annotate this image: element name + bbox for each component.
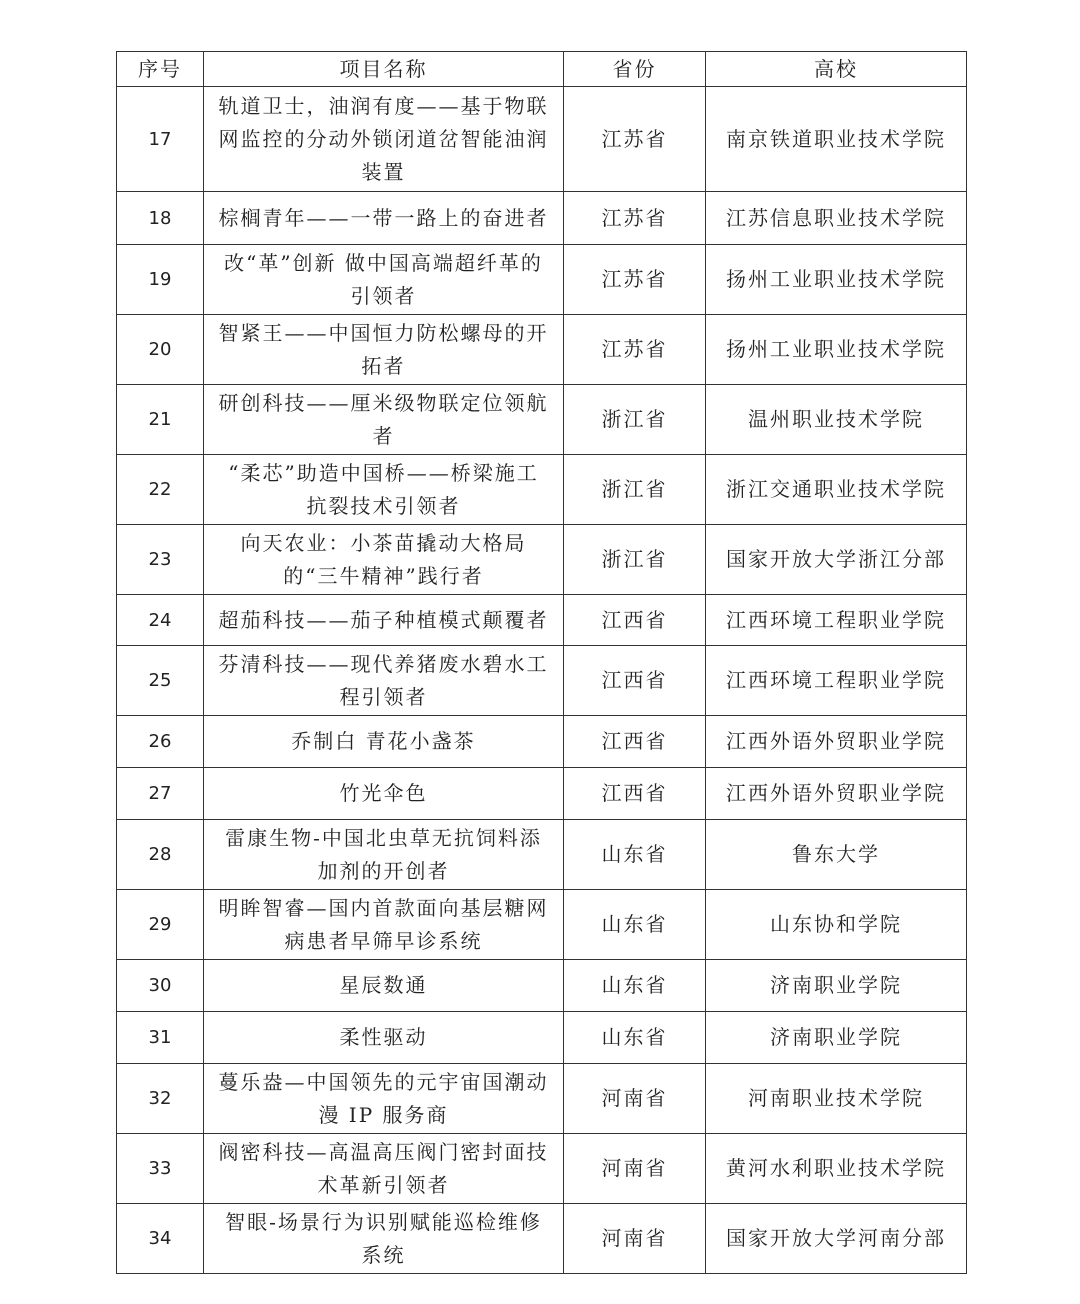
document-page [116, 51, 966, 1274]
row-province: 浙江省 [564, 455, 706, 525]
table-row [117, 455, 967, 525]
row-project-name: 雷康生物-中国北虫草无抗饲料添加剂的开创者 [204, 820, 564, 890]
table-row [117, 87, 967, 192]
row-no: 25 [117, 646, 204, 716]
row-project-name: “柔芯”助造中国桥——桥梁施工抗裂技术引领者 [204, 455, 564, 525]
table-row [117, 890, 967, 960]
row-province: 浙江省 [564, 525, 706, 595]
row-province: 江西省 [564, 768, 706, 820]
table-row [117, 1012, 967, 1064]
table-row [117, 1064, 967, 1134]
row-school: 江西外语外贸职业学院 [706, 768, 967, 820]
header-school: 高校 [706, 52, 967, 87]
header-province: 省份 [564, 52, 706, 87]
row-no: 17 [117, 87, 204, 192]
table-row [117, 716, 967, 768]
row-no: 33 [117, 1134, 204, 1204]
row-project-name: 明眸智睿—国内首款面向基层糖网病患者早筛早诊系统 [204, 890, 564, 960]
project-table [116, 51, 967, 1274]
row-school: 济南职业学院 [706, 1012, 967, 1064]
row-no: 30 [117, 960, 204, 1012]
row-no: 28 [117, 820, 204, 890]
row-project-name: 芬清科技——现代养猪废水碧水工程引领者 [204, 646, 564, 716]
row-province: 江西省 [564, 716, 706, 768]
row-project-name: 智眼-场景行为识别赋能巡检维修系统 [204, 1204, 564, 1274]
row-no: 32 [117, 1064, 204, 1134]
row-no: 26 [117, 716, 204, 768]
row-school: 国家开放大学浙江分部 [706, 525, 967, 595]
row-school: 江西环境工程职业学院 [706, 646, 967, 716]
row-no: 22 [117, 455, 204, 525]
row-project-name: 研创科技——厘米级物联定位领航者 [204, 385, 564, 455]
row-school: 国家开放大学河南分部 [706, 1204, 967, 1274]
table-row [117, 768, 967, 820]
table-row [117, 245, 967, 315]
row-school: 南京铁道职业技术学院 [706, 87, 967, 192]
row-no: 19 [117, 245, 204, 315]
row-no: 31 [117, 1012, 204, 1064]
table-row [117, 385, 967, 455]
row-province: 山东省 [564, 890, 706, 960]
row-no: 21 [117, 385, 204, 455]
row-province: 河南省 [564, 1204, 706, 1274]
row-school: 江苏信息职业技术学院 [706, 192, 967, 245]
row-no: 18 [117, 192, 204, 245]
table-row [117, 192, 967, 245]
table-row [117, 595, 967, 646]
row-project-name: 超茄科技——茄子种植模式颠覆者 [204, 595, 564, 646]
row-province: 江苏省 [564, 245, 706, 315]
header-row [117, 52, 967, 87]
row-project-name: 竹光伞色 [204, 768, 564, 820]
row-project-name: 轨道卫士，油润有度——基于物联网监控的分动外锁闭道岔智能油润装置 [204, 87, 564, 192]
row-school: 扬州工业职业技术学院 [706, 245, 967, 315]
row-project-name: 乔制白 青花小盏茶 [204, 716, 564, 768]
table-row [117, 315, 967, 385]
row-school: 扬州工业职业技术学院 [706, 315, 967, 385]
row-school: 江西外语外贸职业学院 [706, 716, 967, 768]
row-province: 江苏省 [564, 315, 706, 385]
row-province: 浙江省 [564, 385, 706, 455]
table-row [117, 820, 967, 890]
row-no: 29 [117, 890, 204, 960]
row-project-name: 棕榈青年——一带一路上的奋进者 [204, 192, 564, 245]
row-project-name: 智紧王——中国恒力防松螺母的开拓者 [204, 315, 564, 385]
row-school: 江西环境工程职业学院 [706, 595, 967, 646]
row-no: 23 [117, 525, 204, 595]
row-province: 河南省 [564, 1064, 706, 1134]
row-province: 江苏省 [564, 192, 706, 245]
row-province: 江西省 [564, 646, 706, 716]
row-school: 山东协和学院 [706, 890, 967, 960]
row-province: 山东省 [564, 960, 706, 1012]
table-row [117, 960, 967, 1012]
row-no: 24 [117, 595, 204, 646]
row-school: 济南职业学院 [706, 960, 967, 1012]
row-school: 鲁东大学 [706, 820, 967, 890]
header-no: 序号 [117, 52, 204, 87]
row-no: 27 [117, 768, 204, 820]
row-school: 黄河水利职业技术学院 [706, 1134, 967, 1204]
row-school: 河南职业技术学院 [706, 1064, 967, 1134]
table-row [117, 1134, 967, 1204]
row-project-name: 改“革”创新 做中国高端超纤革的引领者 [204, 245, 564, 315]
row-province: 河南省 [564, 1134, 706, 1204]
row-project-name: 柔性驱动 [204, 1012, 564, 1064]
row-project-name: 蔓乐盎—中国领先的元宇宙国潮动漫 IP 服务商 [204, 1064, 564, 1134]
table-row [117, 1204, 967, 1274]
row-province: 山东省 [564, 1012, 706, 1064]
row-project-name: 星辰数通 [204, 960, 564, 1012]
row-province: 江西省 [564, 595, 706, 646]
row-school: 温州职业技术学院 [706, 385, 967, 455]
table-row [117, 525, 967, 595]
row-project-name: 阀密科技—高温高压阀门密封面技术革新引领者 [204, 1134, 564, 1204]
row-province: 山东省 [564, 820, 706, 890]
row-project-name: 向天农业：小茶苗撬动大格局的“三牛精神”践行者 [204, 525, 564, 595]
row-school: 浙江交通职业技术学院 [706, 455, 967, 525]
table-row [117, 646, 967, 716]
header-name: 项目名称 [204, 52, 564, 87]
row-no: 20 [117, 315, 204, 385]
row-province: 江苏省 [564, 87, 706, 192]
row-no: 34 [117, 1204, 204, 1274]
